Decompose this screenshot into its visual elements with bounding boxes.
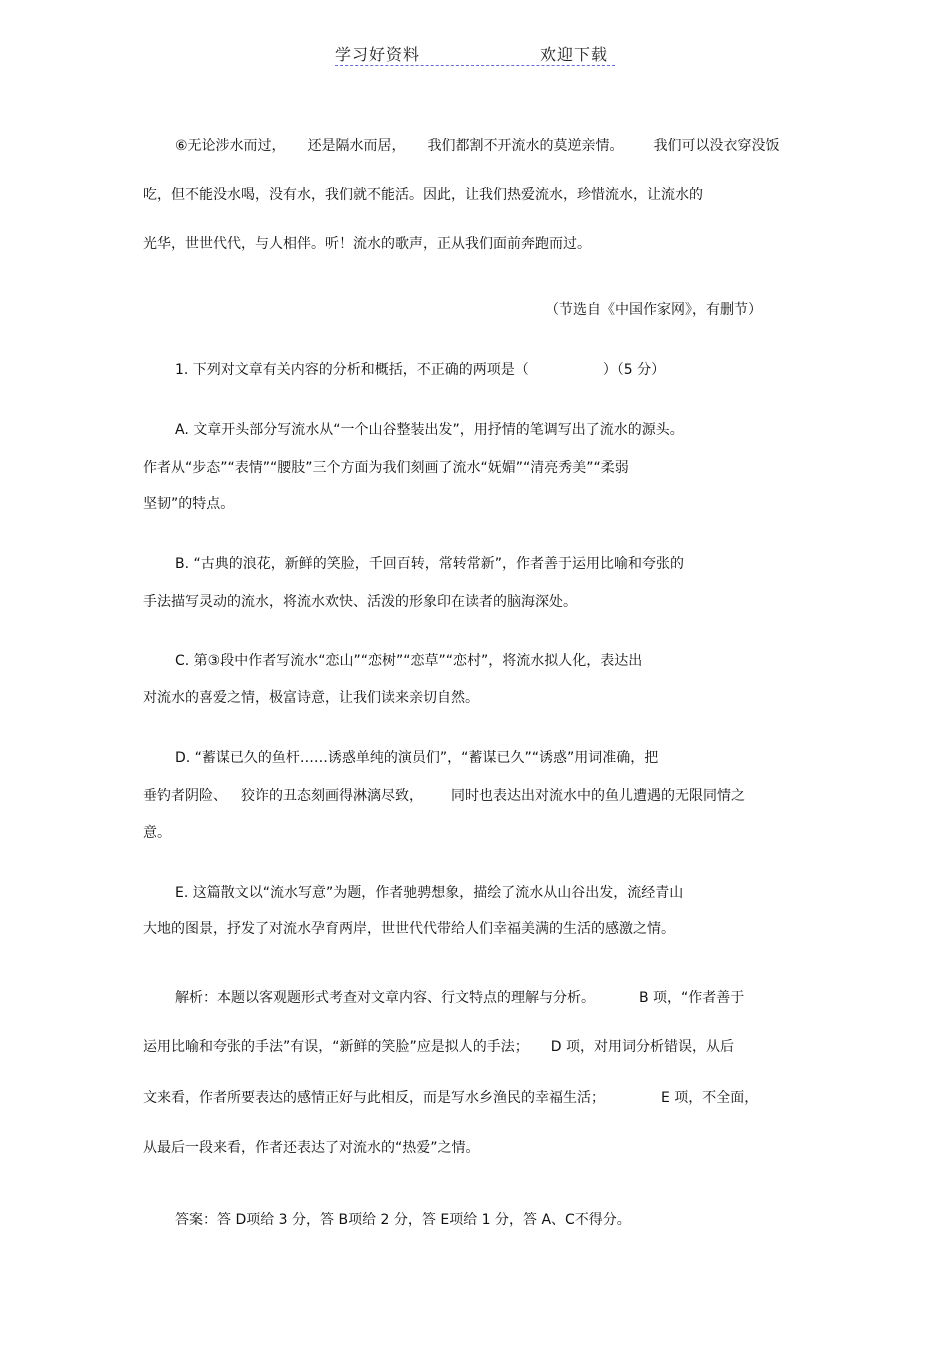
question-stem: [175, 359, 665, 379]
option-b-line-2: 手法描写灵动的流水，将流水欢快、活泼的形象印在读者的脑海深处。: [143, 594, 577, 610]
option-d-segment-3: 同时也表达出对流水中的鱼儿遭遇的无限同情之: [451, 788, 745, 804]
p6-clause-4: 我们可以没衣穿没饭: [653, 138, 780, 154]
header-right-text: 欢迎下载: [540, 45, 609, 64]
answer-line: 答案：答 D项给 3 分，答 B项给 2 分，答 E项给 1 分，答 A、C不得分。: [175, 1212, 631, 1228]
analysis-3b: E 项，不全面，: [661, 1090, 759, 1106]
analysis-3a: 文来看，作者所要表达的感情正好与此相反，而是写水乡渔民的幸福生活；: [143, 1090, 605, 1106]
option-a-line-3: 坚韧”的特点。: [143, 496, 235, 512]
question-stem-text: 1. 下列对文章有关内容的分析和概括，不正确的两项是（: [175, 362, 529, 378]
paragraph-6-line-1: [175, 135, 780, 155]
paragraph-6-line-2: 吃，但不能没水喝，没有水，我们就不能活。因此，让我们热爱流水，珍惜流水，让流水的: [143, 187, 703, 203]
option-d-segment-1: 垂钓者阴险、: [143, 788, 227, 804]
option-d-line-3: 意。: [143, 825, 171, 841]
option-a-line-1: A. 文章开头部分写流水从“一个山谷整装出发”，用抒情的笔调写出了流水的源头。: [175, 422, 684, 438]
p6-clause-2: 还是隔水而居，: [307, 138, 406, 154]
analysis-2b: D 项，对用词分析错误，从后: [550, 1039, 734, 1055]
analysis-line-2: [143, 1036, 734, 1056]
option-d-segment-2: 狡诈的丑态刻画得淋漓尽致，: [241, 788, 423, 804]
source-citation: （节选自《中国作家网》，有删节）: [545, 302, 762, 318]
option-a-line-2: 作者从“步态”“表情”“腰肢”三个方面为我们刻画了流水“妩媚”“清亮秀美”“柔弱: [143, 460, 629, 476]
analysis-line-1: [175, 987, 744, 1007]
paragraph-6-line-3: 光华，世世代代，与人相伴。听！流水的歌声，正从我们面前奔跑而过。: [143, 236, 591, 252]
analysis-2a: 运用比喻和夸张的手法”有误，“新鲜的笑脸”应是拟人的手法；: [143, 1039, 529, 1055]
option-b-line-1: B. “古典的浪花，新鲜的笑脸，千回百转，常转常新”，作者善于运用比喻和夸张的: [175, 556, 685, 572]
p6-clause-3: 我们都割不开流水的莫逆亲情。: [427, 138, 624, 154]
question-points: ）（5 分）: [602, 362, 666, 378]
option-e-line-2: 大地的图景，抒发了对流水孕育两岸，世世代代带给人们幸福美满的生活的感激之情。: [143, 921, 675, 937]
analysis-line-3: [143, 1087, 758, 1107]
option-c-line-1: C. 第③段中作者写流水“恋山”“恋树”“恋草”“恋村”，将流水拟人化，表达出: [175, 653, 643, 669]
option-d-line-2: [143, 785, 745, 805]
option-d-line-1: D. “蓄谋已久的鱼杆……诱惑单纯的演员们”，“蓄谋已久”“诱惑”用词准确，把: [175, 750, 659, 766]
analysis-1b: B 项，“作者善于: [639, 990, 745, 1006]
analysis-line-4: 从最后一段来看，作者还表达了对流水的“热爱”之情。: [143, 1140, 480, 1156]
option-c-line-2: 对流水的喜爱之情，极富诗意，让我们读来亲切自然。: [143, 690, 479, 706]
header-divider: [335, 65, 615, 66]
header-left-text: 学习好资料: [335, 45, 421, 64]
p6-clause-1: ⑥无论涉水而过，: [175, 138, 286, 154]
analysis-1a: 解析：本题以客观题形式考查对文章内容、行文特点的理解与分析。: [175, 990, 595, 1006]
option-e-line-1: E. 这篇散文以“流水写意”为题，作者驰骋想象，描绘了流水从山谷出发，流经青山: [175, 885, 684, 901]
